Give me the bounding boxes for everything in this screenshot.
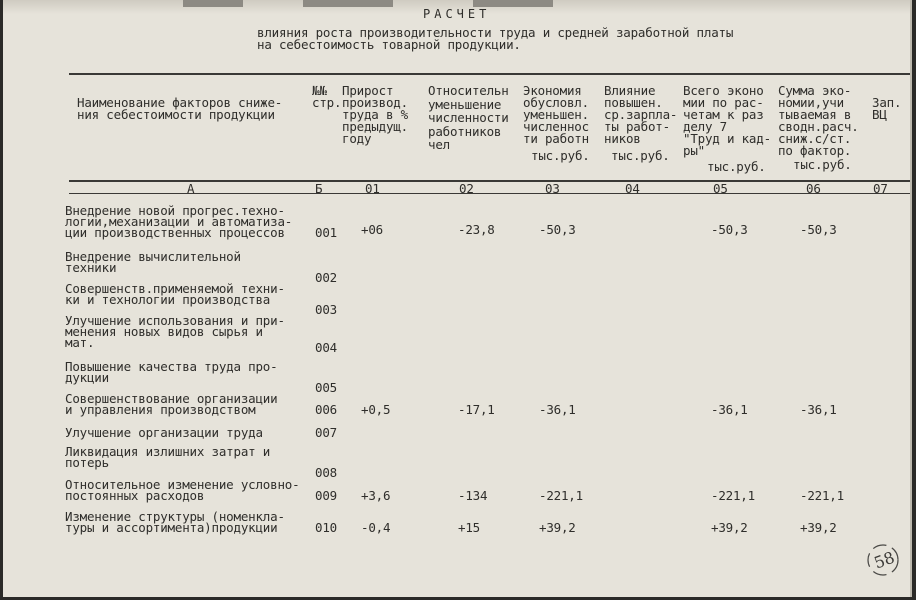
column-code: 04 bbox=[625, 181, 640, 196]
factor-name-line: логии,механизации и автоматиза- bbox=[65, 214, 293, 229]
cell-c01: -0,4 bbox=[361, 520, 391, 535]
factor-name-line: Изменение структуры (номенкла- bbox=[65, 509, 285, 524]
cell-c06: +39,2 bbox=[800, 520, 837, 535]
subtitle-line-1: влияния роста производительности труда и средней заработной платы bbox=[257, 25, 734, 40]
header-c01-line: труда в % bbox=[342, 107, 408, 122]
header-c03-line: тыс.руб. bbox=[531, 148, 590, 163]
cell-c05: -36,1 bbox=[711, 402, 748, 417]
page-title: РАСЧЕТ bbox=[423, 7, 491, 21]
header-top-rule bbox=[69, 73, 910, 75]
header-num-line: стр. bbox=[312, 95, 342, 110]
row-number: 003 bbox=[315, 302, 337, 317]
header-factor-line: ния себестоимости продукции bbox=[77, 107, 275, 122]
column-code: 02 bbox=[459, 181, 474, 196]
header-c02-line: уменьшение bbox=[428, 96, 502, 112]
codes-bottom-rule bbox=[69, 193, 910, 194]
header-c06-line: тываемая в bbox=[778, 107, 852, 122]
factor-name-line: Внедрение новой прогрес.техно- bbox=[65, 203, 285, 218]
header-c07-line: ВЦ bbox=[872, 107, 887, 122]
factor-name-line: и управления производством bbox=[65, 402, 256, 417]
row-number: 010 bbox=[315, 520, 337, 535]
header-c05-line: "Труд и кад- bbox=[683, 131, 771, 146]
factor-name-line: потерь bbox=[65, 455, 109, 470]
header-c03-line: ти работн bbox=[523, 131, 589, 146]
header-c04-line: ср.зарпла- bbox=[604, 107, 678, 122]
factor-name-line: Внедрение вычислительной bbox=[65, 249, 241, 264]
header-c03-line: Экономия bbox=[523, 83, 582, 98]
row-number: 008 bbox=[315, 465, 337, 480]
cell-c01: +06 bbox=[361, 222, 383, 237]
header-c06-line: сводн.расч. bbox=[778, 119, 859, 134]
factor-name-line: техники bbox=[65, 260, 117, 275]
header-factor-line: Наименование факторов сниже- bbox=[77, 95, 283, 110]
cell-c05: -221,1 bbox=[711, 488, 755, 503]
header-c05-line: Всего эконо bbox=[683, 83, 764, 98]
header-bottom-rule bbox=[69, 180, 910, 182]
cell-c03: -36,1 bbox=[539, 402, 576, 417]
cell-c02: -17,1 bbox=[458, 402, 495, 417]
header-c02-line: численности bbox=[428, 110, 509, 125]
header-c02-line: чел bbox=[428, 137, 450, 152]
header-c01-line: предыдущ. bbox=[342, 119, 408, 134]
factor-name-line: Относительное изменение условно- bbox=[65, 477, 300, 492]
cell-c03: +39,2 bbox=[539, 520, 576, 535]
row-number: 007 bbox=[315, 425, 337, 440]
column-code: 06 bbox=[806, 181, 821, 196]
column-code: 01 bbox=[365, 181, 380, 196]
header-c01-line: Прирост bbox=[342, 83, 394, 98]
row-number: 002 bbox=[315, 270, 337, 285]
row-number: 005 bbox=[315, 380, 337, 395]
column-code: А bbox=[187, 181, 195, 196]
factor-name-line: Совершенств.применяемой техни- bbox=[65, 281, 285, 296]
header-c03-line: численнос bbox=[523, 119, 589, 134]
cell-c01: +3,6 bbox=[361, 488, 391, 503]
header-c04-line: повышен. bbox=[604, 95, 663, 110]
factor-name-line: Повышение качества труда про- bbox=[65, 359, 278, 374]
header-c05-line: мии по рас- bbox=[683, 95, 764, 110]
header-c01-line: производ. bbox=[342, 95, 408, 110]
stamp-text: 58 bbox=[871, 547, 898, 573]
header-c04-line: ты работ- bbox=[604, 119, 670, 134]
header-c05-line: четам к раз bbox=[683, 107, 764, 122]
factor-name-line: ки и технологии производства bbox=[65, 292, 271, 307]
header-c05-line: ры" bbox=[683, 143, 705, 158]
row-number: 009 bbox=[315, 488, 337, 503]
top-text-fragment bbox=[183, 0, 243, 7]
header-c06-line: по фактор. bbox=[778, 143, 852, 158]
top-text-fragment bbox=[473, 0, 553, 7]
factor-name-line: постоянных расходов bbox=[65, 488, 205, 503]
column-code: 07 bbox=[873, 181, 888, 196]
document-page bbox=[3, 0, 912, 597]
factor-name-line: туры и ассортимента)продукции bbox=[65, 520, 278, 535]
subtitle-line-2: на себестоимость товарной продукции. bbox=[257, 37, 521, 52]
cell-c05: -50,3 bbox=[711, 222, 748, 237]
cell-c05: +39,2 bbox=[711, 520, 748, 535]
column-code: 05 bbox=[713, 181, 728, 196]
row-number: 006 bbox=[315, 402, 337, 417]
cell-c01: +0,5 bbox=[361, 402, 391, 417]
header-c05-line: делу 7 bbox=[683, 119, 727, 134]
header-c06-line: номии,учи bbox=[778, 95, 844, 110]
cell-c06: -50,3 bbox=[800, 222, 837, 237]
factor-name-line: ции производственных процессов bbox=[65, 225, 285, 240]
cell-c02: -23,8 bbox=[458, 222, 495, 237]
row-number: 001 bbox=[315, 225, 337, 240]
header-num-line: №№ bbox=[312, 83, 327, 98]
column-code: Б bbox=[315, 181, 323, 196]
header-c02-line: Относительн bbox=[428, 83, 509, 98]
top-text-fragment bbox=[303, 0, 393, 7]
factor-name-line: Ликвидация излишних затрат и bbox=[65, 444, 271, 459]
header-c04-line: ников bbox=[604, 131, 641, 146]
factor-name-line: Улучшение организации труда bbox=[65, 425, 263, 440]
row-number: 004 bbox=[315, 340, 337, 355]
cell-c06: -221,1 bbox=[800, 488, 844, 503]
factor-name-line: мат. bbox=[65, 335, 95, 350]
header-c03-line: уменьшен. bbox=[523, 107, 589, 122]
cell-c02: +15 bbox=[458, 520, 480, 535]
page-number-stamp bbox=[863, 540, 907, 580]
cell-c03: -50,3 bbox=[539, 222, 576, 237]
cell-c03: -221,1 bbox=[539, 488, 583, 503]
cell-c02: -134 bbox=[458, 488, 488, 503]
column-code: 03 bbox=[545, 181, 560, 196]
header-c04-line: Влияние bbox=[604, 83, 656, 98]
header-c03-line: обусловл. bbox=[523, 95, 589, 110]
factor-name-line: менения новых видов сырья и bbox=[65, 324, 263, 339]
factor-name-line: Улучшение использования и при- bbox=[65, 313, 285, 328]
factor-name-line: дукции bbox=[65, 370, 109, 385]
header-c06-line: сниж.с/ст. bbox=[778, 131, 852, 146]
factor-name-line: Совершенствование организации bbox=[65, 391, 278, 406]
header-c06-line: Сумма эко- bbox=[778, 83, 852, 98]
header-c04-line: тыс.руб. bbox=[611, 148, 670, 163]
header-c07-line: Зап. bbox=[872, 95, 902, 110]
cell-c06: -36,1 bbox=[800, 402, 837, 417]
header-c06-line: тыс.руб. bbox=[793, 157, 852, 172]
header-c01-line: году bbox=[342, 131, 372, 146]
header-c05-line: тыс.руб. bbox=[707, 159, 766, 174]
header-c02-line: работников bbox=[428, 123, 502, 139]
